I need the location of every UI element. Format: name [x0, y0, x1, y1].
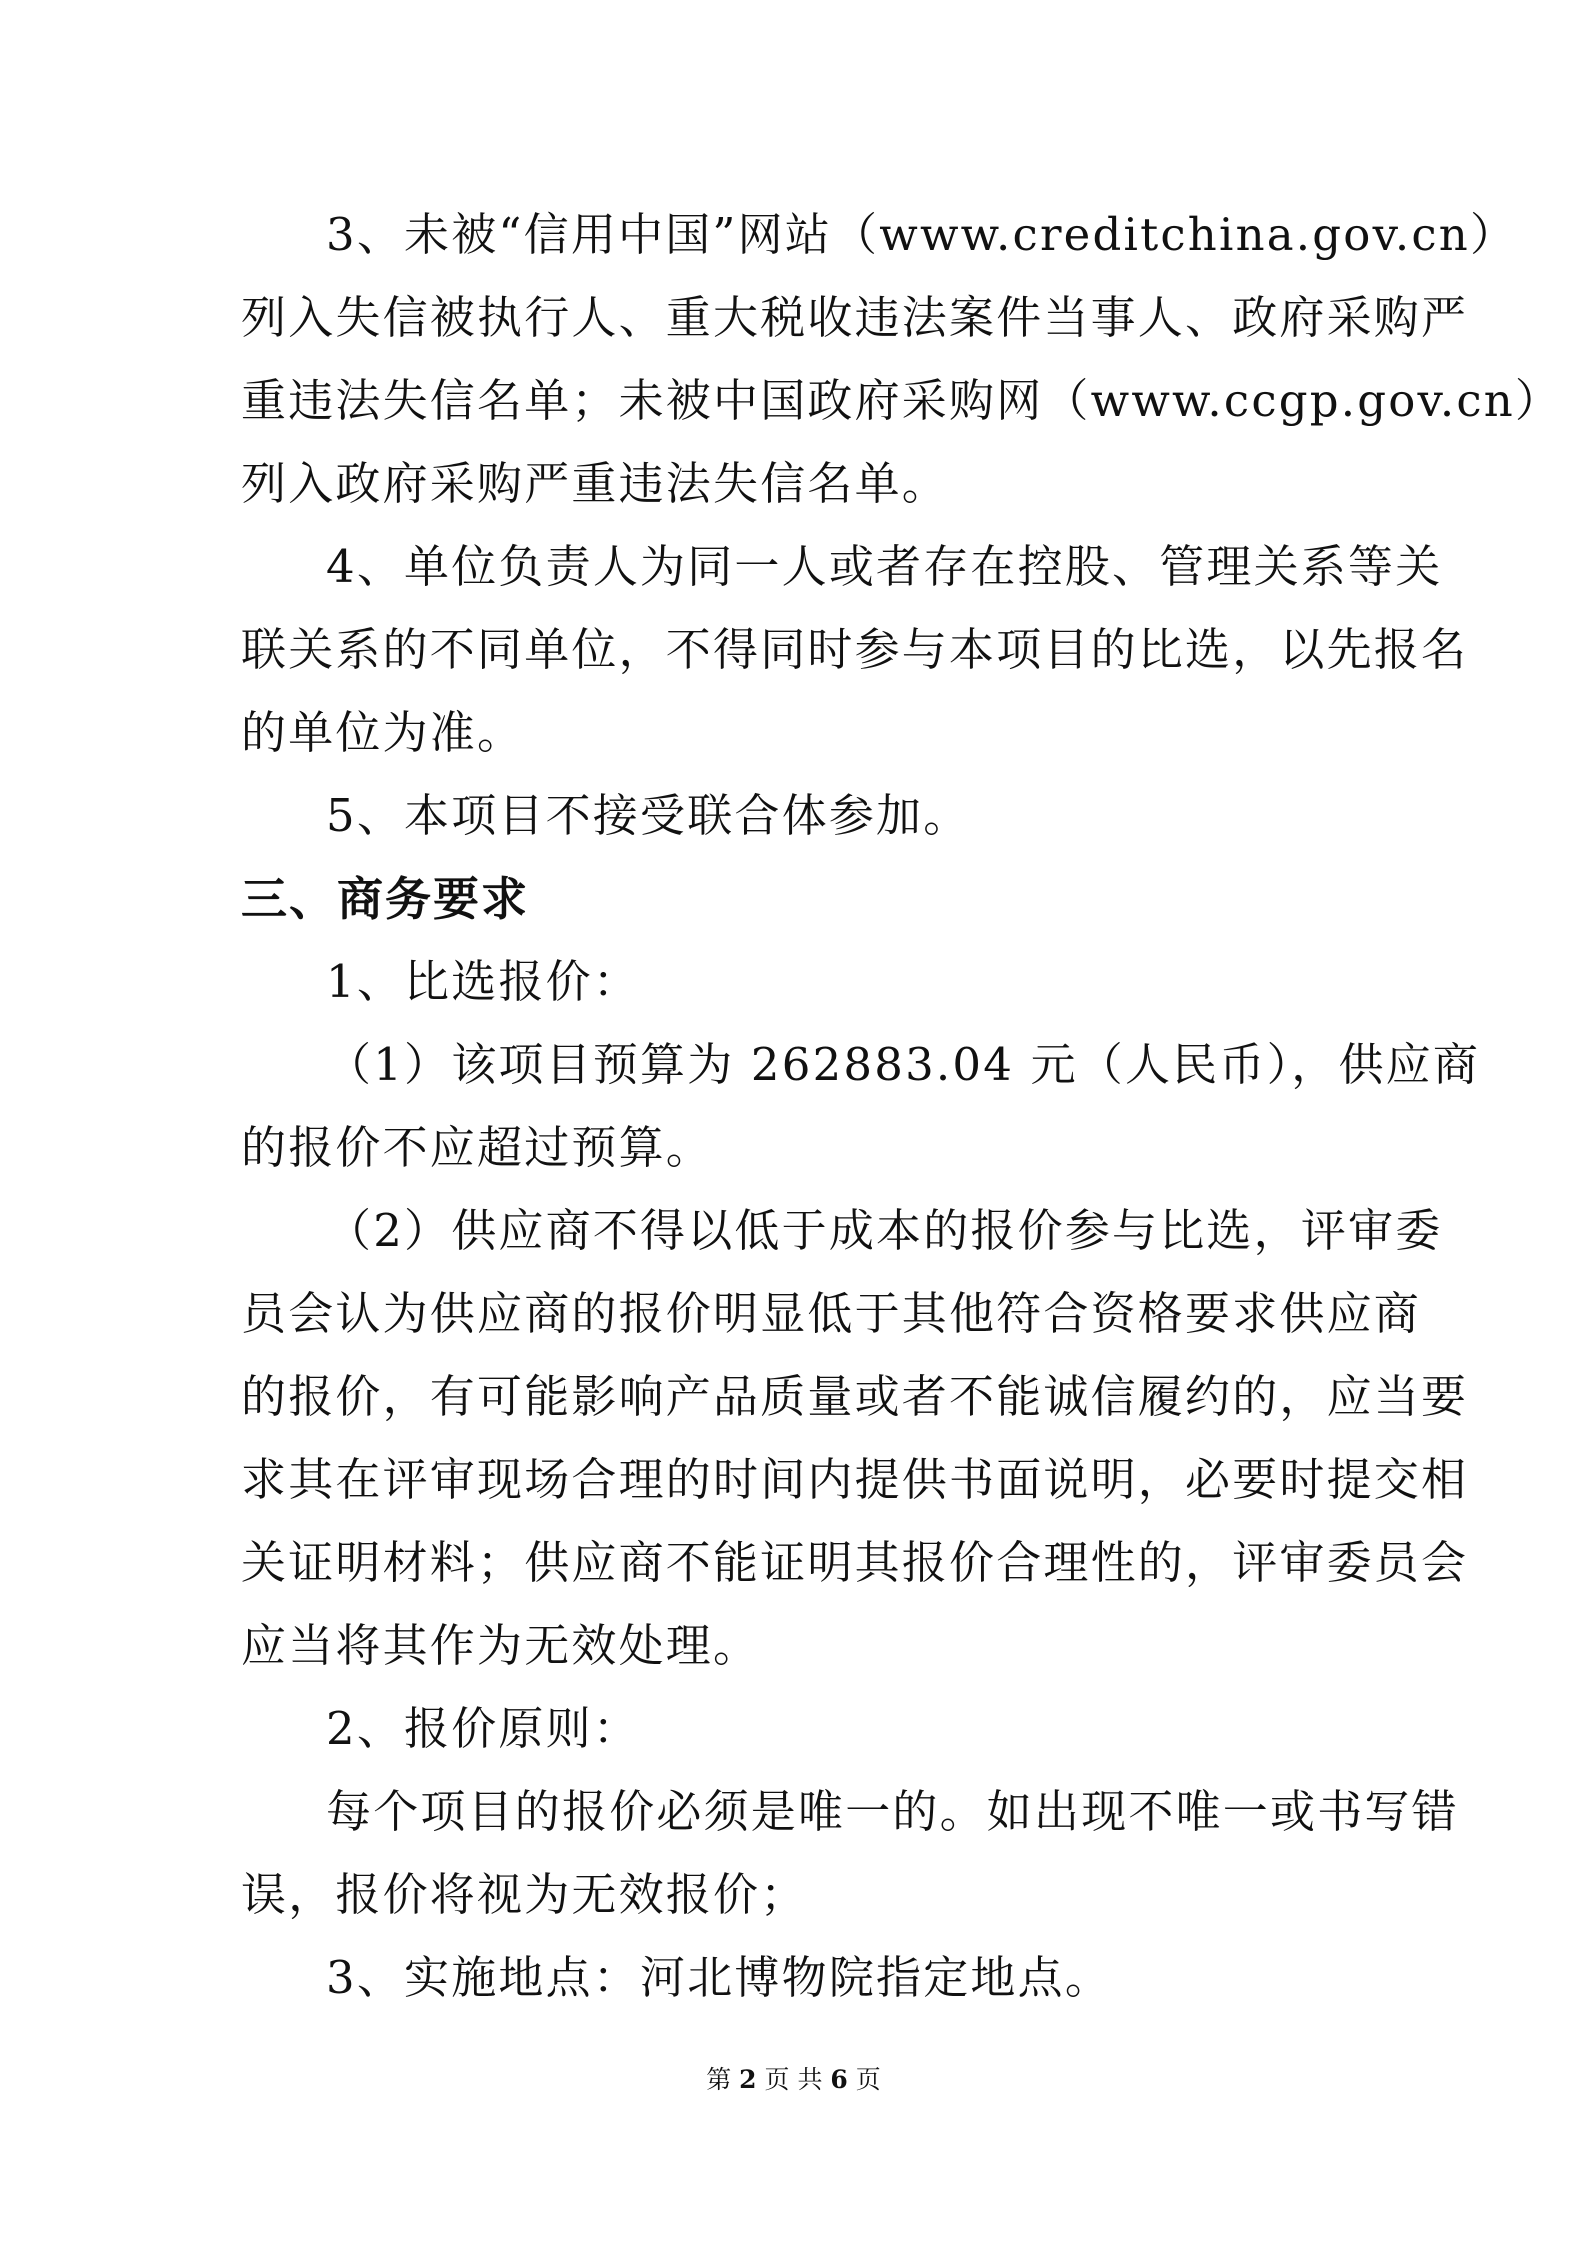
paragraph-line: 列入失信被执行人、重大税收违法案件当事人、政府采购严: [241, 291, 1469, 344]
paragraph-line: 3、未被“信用中国”网站（www.creditchina.gov.cn）: [326, 208, 1518, 261]
current-page-number: 2: [739, 2065, 757, 2094]
paragraph-line: 5、本项目不接受联合体参加。: [326, 789, 971, 842]
section-heading: 三、商务要求: [241, 872, 529, 926]
paragraph-line: 关证明材料；供应商不能证明其报价合理性的，评审委员会: [241, 1536, 1469, 1589]
paragraph-line: 的报价不应超过预算。: [241, 1121, 714, 1174]
paragraph-line: 重违法失信名单；未被中国政府采购网（www.ccgp.gov.cn）: [241, 374, 1563, 427]
paragraph-line: （1）该项目预算为 262883.04 元（人民币），供应商: [326, 1038, 1481, 1091]
paragraph-line: 4、单位负责人为同一人或者存在控股、管理关系等关: [326, 540, 1443, 593]
paragraph-line: 求其在评审现场合理的时间内提供书面说明，必要时提交相: [241, 1453, 1469, 1506]
page-footer: [0, 2063, 1587, 2097]
paragraph-line: 每个项目的报价必须是唯一的。如出现不唯一或书写错: [326, 1785, 1459, 1838]
footer-suffix: 页: [855, 2065, 881, 2094]
paragraph-line: （2）供应商不得以低于成本的报价参与比选，评审委: [326, 1204, 1443, 1257]
paragraph-line: 列入政府采购严重违法失信名单。: [241, 457, 950, 510]
footer-prefix: 第: [706, 2065, 732, 2094]
paragraph-line: 误，报价将视为无效报价；: [241, 1868, 808, 1921]
paragraph-line: 的报价，有可能影响产品质量或者不能诚信履约的，应当要: [241, 1370, 1469, 1423]
footer-middle: 页 共: [764, 2065, 823, 2094]
paragraph-line: 员会认为供应商的报价明显低于其他符合资格要求供应商: [241, 1287, 1422, 1340]
paragraph-line: 3、实施地点：河北博物院指定地点。: [326, 1951, 1113, 2004]
total-page-number: 6: [830, 2065, 848, 2094]
paragraph-line: 联关系的不同单位，不得同时参与本项目的比选，以先报名: [241, 623, 1469, 676]
paragraph-line: 2、报价原则：: [326, 1702, 641, 1755]
paragraph-line: 应当将其作为无效处理。: [241, 1619, 761, 1672]
paragraph-line: 的单位为准。: [241, 706, 525, 759]
paragraph-line: 1、比选报价：: [326, 955, 641, 1008]
